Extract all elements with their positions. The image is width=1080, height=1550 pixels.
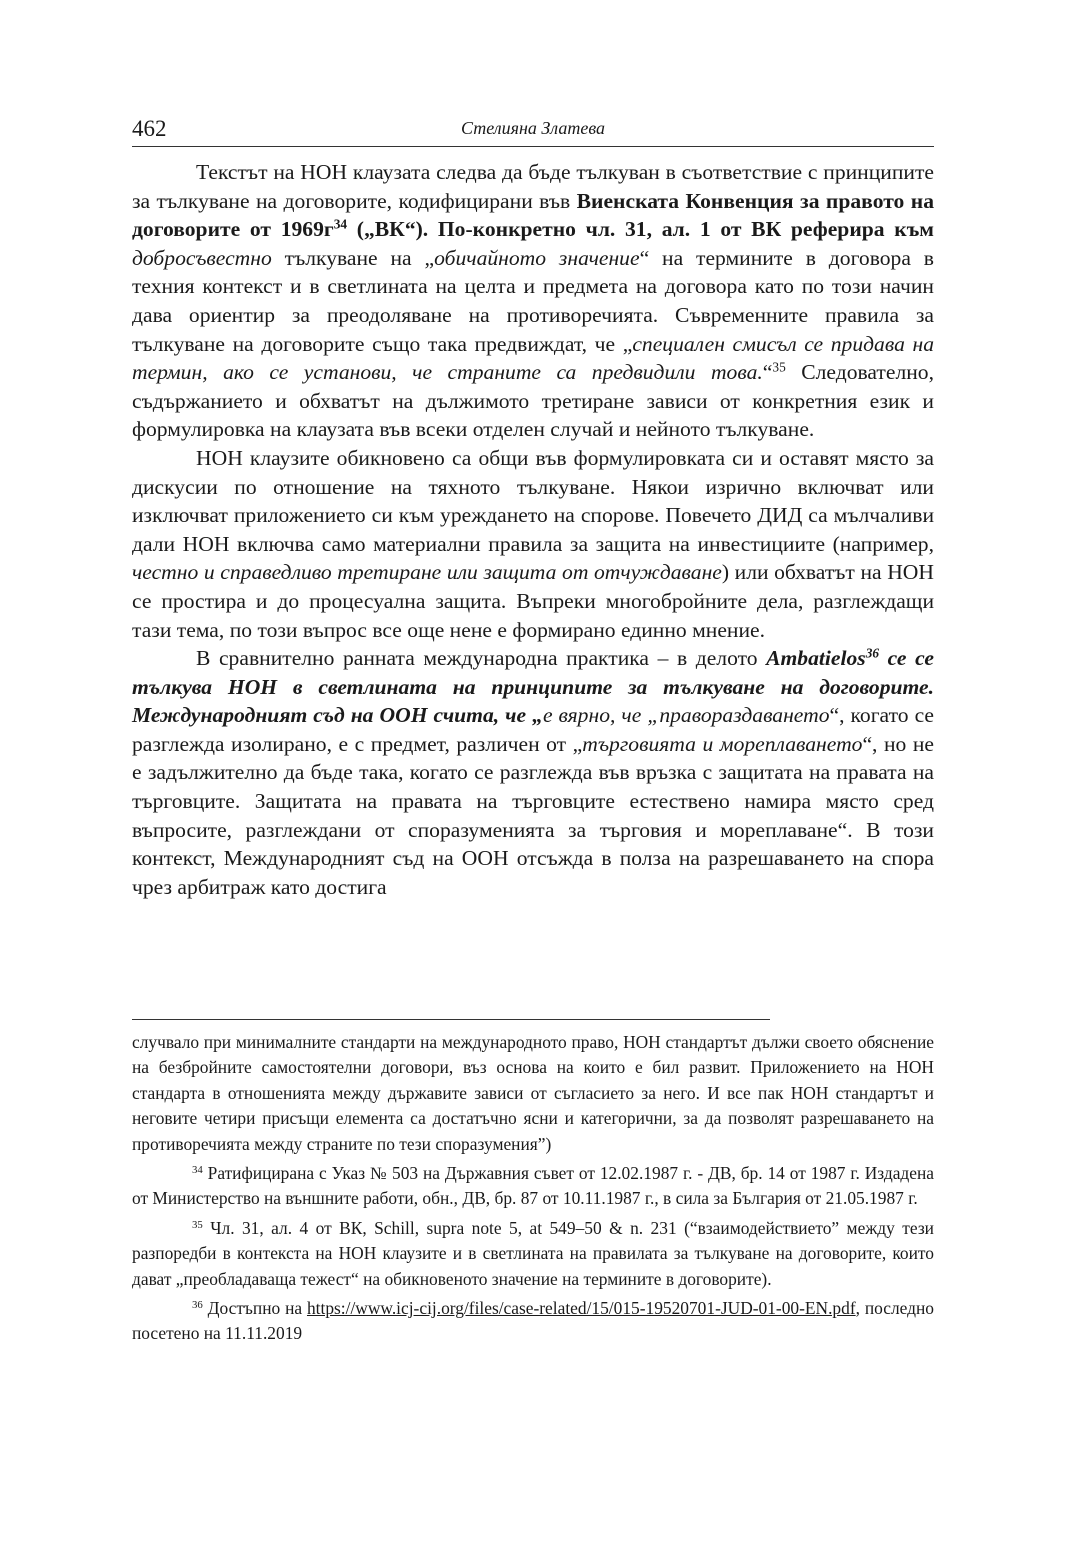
text-run: ) или обхватът на НОН се простира и до процесуална защита. Въпреки многобройните дела, разглеждащи тази тема, по този въпрос все още нене е формирано единно мнение. xyxy=(132,560,934,642)
italic-run: търговията и мореплаването xyxy=(582,731,863,756)
footnote-number: 36 xyxy=(192,1299,203,1312)
paragraph-3 xyxy=(132,644,934,901)
italic-run: е вярно, че „правораздаването xyxy=(542,703,830,728)
page-number: 462 xyxy=(132,116,167,141)
italic-run: специален смисъл се придава на термин, ако се установи, че страните са предвидили това. xyxy=(132,331,934,385)
footnote-separator xyxy=(132,1019,770,1020)
footnote-ref-36: 36 xyxy=(865,645,880,661)
footnote-ref-34: 34 xyxy=(333,216,348,232)
text-run: В сравнително ранната международна практика – в делото xyxy=(196,646,767,671)
text-run: “ xyxy=(762,360,773,385)
footnote-text: Ратифицирана с Указ № 503 на Държавния съвет от 12.02.1987 г. - ДВ, бр. 14 от 1987 г. Издадена от Министерство на външните работи, обн., ДВ, бр. 87 от 10.11.1987 г., в сила за България от 21.05.1987 г. xyxy=(132,1163,934,1209)
italic-run: обичайното значение xyxy=(434,245,640,270)
footnote-number: 34 xyxy=(192,1164,203,1177)
footnote-text: Чл. 31, ал. 4 от ВК, Schill, supra note 5, at 549–50 & n. 231 (“взаимодействието” между тези разпоредби в контекста на НОН клаузите и в светлината на правилата за тълкуване на договорите, които дават „преобладаваща тежест“ на обикновеното значение на термините в договорите). xyxy=(132,1217,934,1289)
footnotes xyxy=(132,1030,934,1351)
paragraph-1 xyxy=(132,158,934,444)
footnote-35 xyxy=(132,1216,934,1292)
footnote-34 xyxy=(132,1161,934,1212)
footnote-ref-35: 35 xyxy=(772,359,786,375)
italic-run: честно и справедливо третиране или защита от отчуждаване xyxy=(132,560,722,585)
bold-italic-run: се се тълкува НОН в светлината на принципите за тълкуване на договорите. Международният съд на ООН счита, че „ xyxy=(132,646,934,728)
text-run: “, но не е задължително да бъде така, когато се разглежда във връзка с защитата на правата на търговците. Защитата на правата на търговците естествено намира място сред въпросите, разглеждани от споразуменията за търговия и мореплаване“. В този контекст, Международният съд на ООН отсъжда в полза на разрешаването на спора чрез арбитраж като достига xyxy=(132,731,935,899)
bold-italic-run: Ambatielos xyxy=(766,646,866,671)
page-header xyxy=(132,112,934,147)
italic-run: добросъвестно xyxy=(132,245,272,270)
footnote-number: 35 xyxy=(192,1218,203,1231)
text-run: тълкуване на „ xyxy=(271,245,435,270)
footnote-36 xyxy=(132,1296,934,1347)
text-run: НОН клаузите обикновено са общи във формулировката си и оставят място за дискусии по отношение на тяхното тълкуване. Някои изрично включват или изключват приложението си към уреждането на спорове. Повечето ДИД са мълчаливи дали НОН включва само материални правила за защита на инвестициите (например, xyxy=(132,445,934,556)
footnote-text: , последно посетено на 11.11.2019 xyxy=(132,1298,934,1344)
footnote-36-link[interactable]: https://www.icj-cij.org/files/case-related/15/015-19520701-JUD-01-00-EN.pdf xyxy=(306,1298,856,1319)
footnote-text: Достъпно на xyxy=(202,1298,307,1319)
bold-run: („ВК“). По-конкретно чл. 31, ал. 1 от ВК реферира към xyxy=(347,217,934,242)
text-run: “ на термините в договора в техния контекст и в светлината на целта и предмета на договора като по този начин дава ориентир за преодоляване на противоречията. Съвременните правила за тълкуване на договорите също така предвиждат, че „ xyxy=(132,245,934,356)
paragraph-2 xyxy=(132,444,934,644)
main-text xyxy=(132,158,934,901)
bold-run: Виенската Конвенция за правото на договорите от 1969г xyxy=(132,188,934,242)
text-run: Следователно, съдържанието и обхватът на дължимото третиране зависи от конкретния език и формулировка на клаузата във всеки отделен случай и нейното тълкуване. xyxy=(132,360,934,442)
text-run: Текстът на НОН клаузата следва да бъде тълкуван в съответствие с принципите за тълкуване на договорите, кодифицирани във xyxy=(132,160,934,213)
footnote-continuation: случвало при минималните стандарти на международното право, НОН стандартът дължи своето обяснение на безбройните самостоятелни договори, въз основа на които е бил развит. Приложението на НОН стандарта в отношенията между държавите зависи от съгласието за него. И все пак НОН стандартът и неговите четири присъщи елемента са достатъчно ясни и категорични, за да позволят разрешаването на противоречията между страните по тези споразумения”) xyxy=(132,1032,934,1154)
running-head-author: Стелияна Златева xyxy=(460,118,606,138)
text-run: “, когато се разглежда изолирано, е с предмет, различен от „ xyxy=(132,703,934,756)
